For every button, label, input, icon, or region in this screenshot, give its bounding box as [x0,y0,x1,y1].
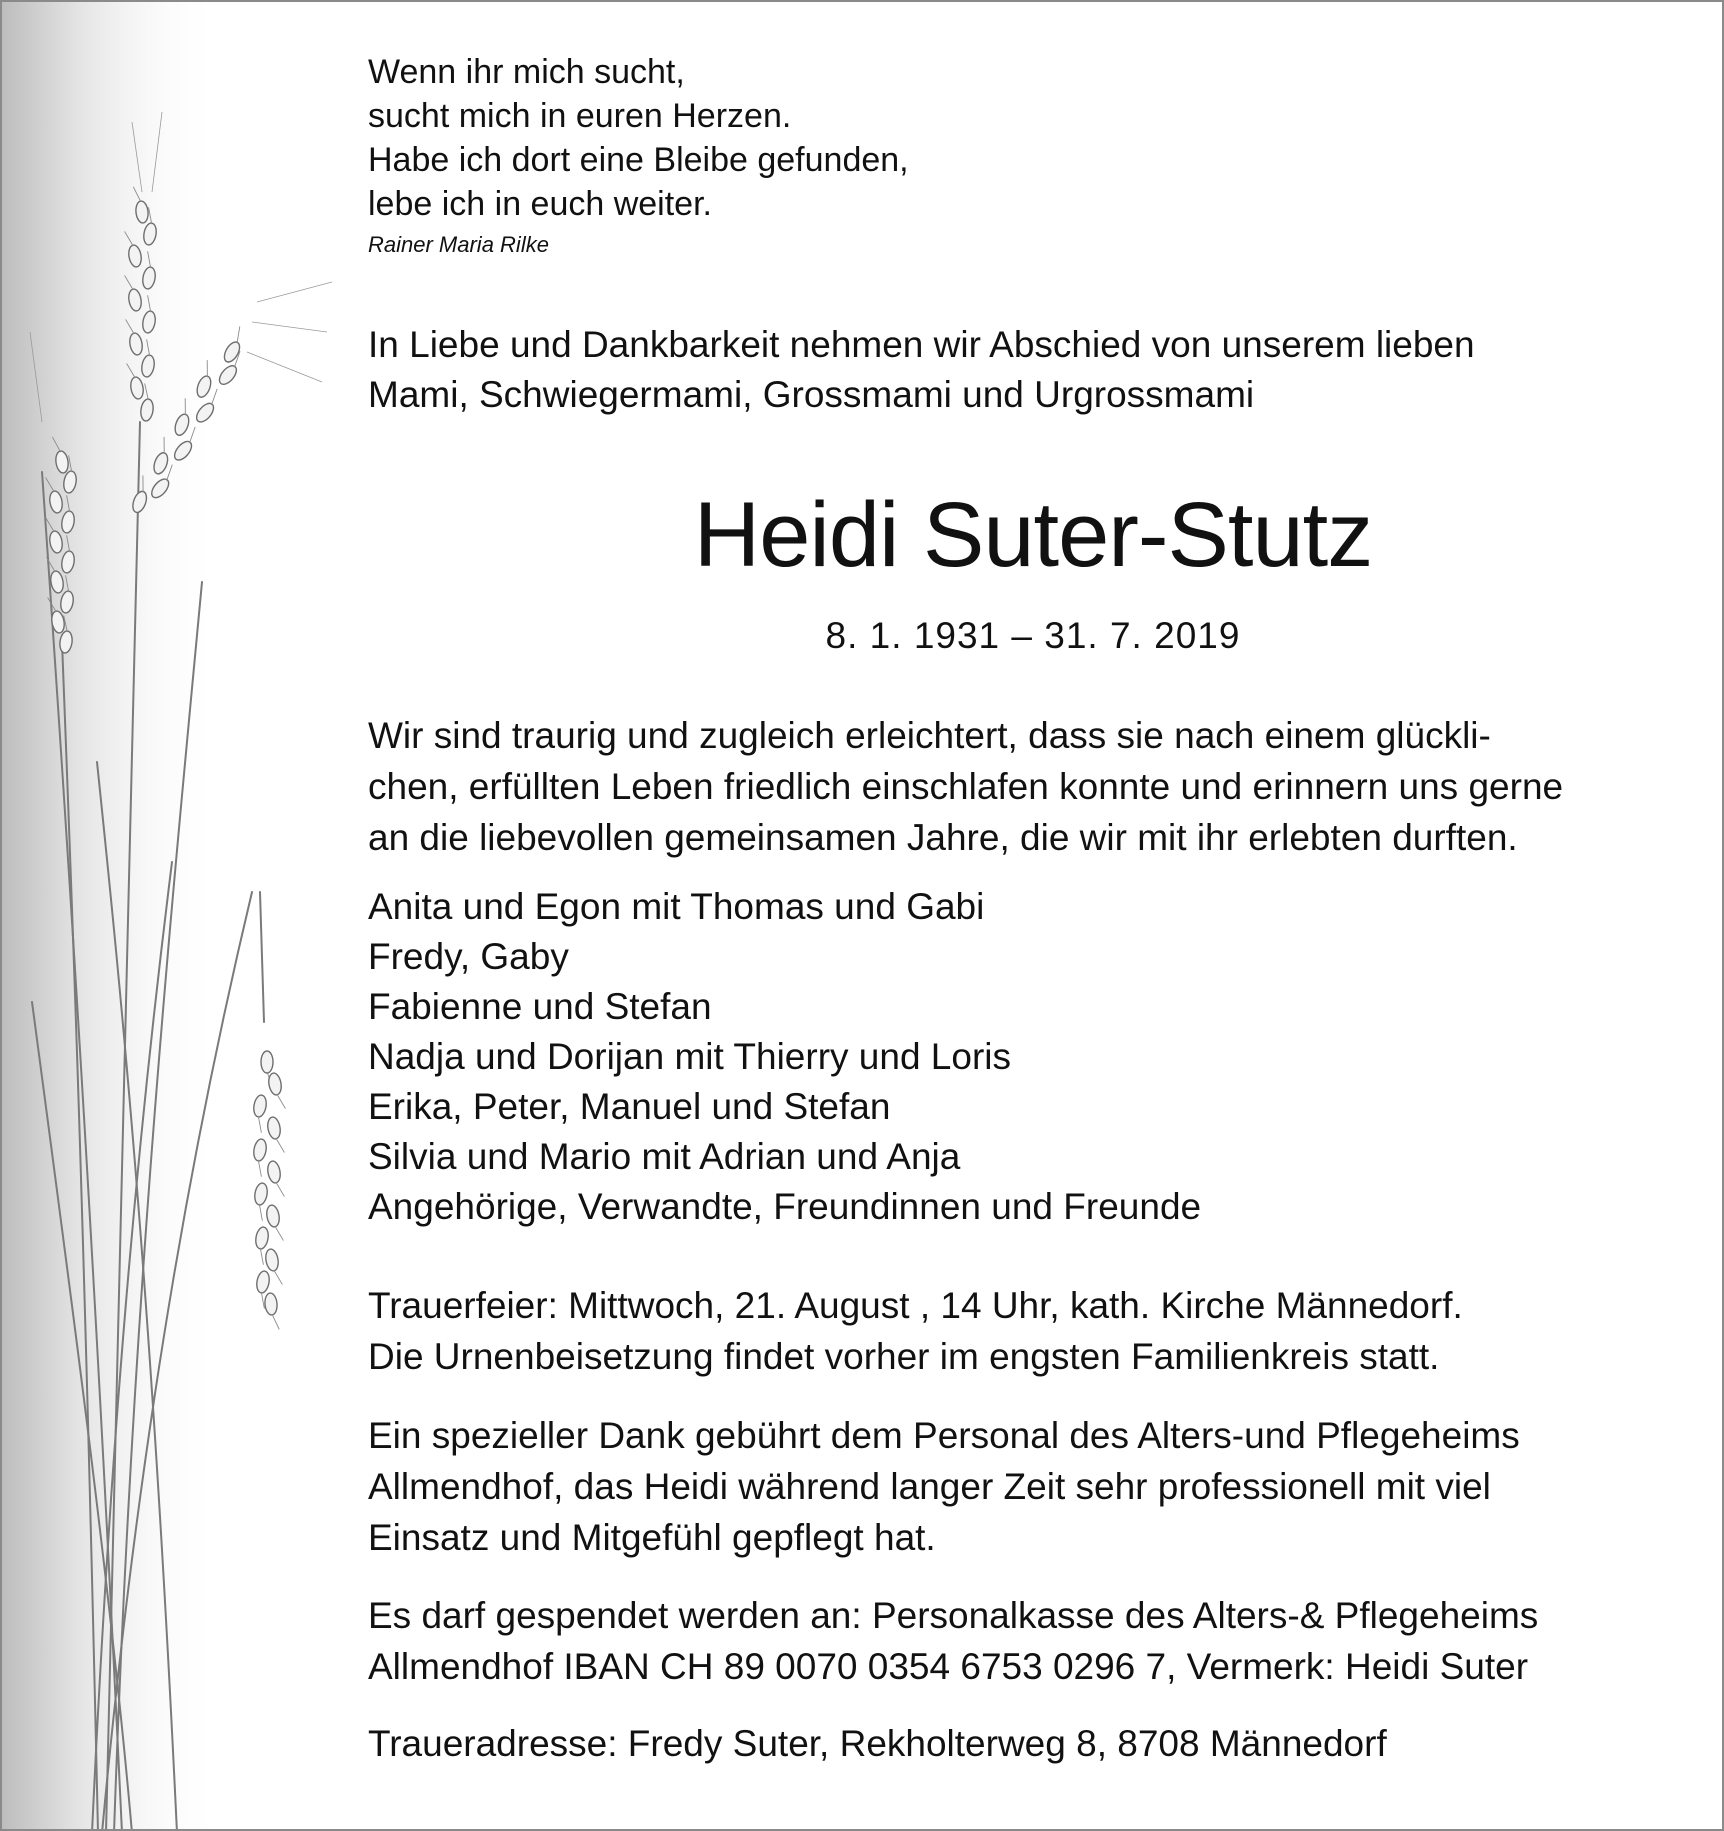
family-member: Angehörige, Verwandte, Freundinnen und Freunde [368,1186,1202,1227]
family-member: Fabienne und Stefan [368,986,712,1027]
family-list [368,882,1201,1232]
wheat-ear-hanging [250,1051,286,1330]
thanks-paragraph [368,1410,1520,1563]
message-paragraph [368,710,1563,863]
verse-line: sucht mich in euren Herzen. [368,97,792,135]
family-member: Silvia und Mario mit Adrian und Anja [368,1136,961,1177]
mourning-address [368,1718,1387,1769]
family-member: Erika, Peter, Manuel und Stefan [368,1086,891,1127]
message-line: an die liebevollen gemeinsamen Jahre, die wir mit ihr erlebten durften. [368,817,1518,858]
verse-author: Rainer Maria Rilke [368,232,549,257]
farewell-intro [368,320,1475,420]
message-line: Wir sind traurig und zugleich erleichtert, dass sie nach einem glückli- [368,715,1491,756]
donation-line: Allmendhof IBAN CH 89 0070 0354 6753 0296 7, Vermerk: Heidi Suter [368,1646,1529,1687]
deceased-name: Heidi Suter-Stutz [693,484,1373,586]
donation-info [368,1590,1538,1692]
verse-line: Wenn ihr mich sucht, [368,53,685,91]
family-member: Nadja und Dorijan mit Thierry und Loris [368,1036,1012,1077]
message-line: chen, erfüllten Leben friedlich einschlafen konnte und erinnern uns gerne [368,766,1564,807]
thanks-line: Ein spezieller Dank gebührt dem Personal des Alters-und Pflegeheims [368,1415,1520,1456]
family-member: Anita und Egon mit Thomas und Gabi [368,886,985,927]
rilke-verse [368,50,909,260]
intro-line: In Liebe und Dankbarkeit nehmen wir Abschied von unserem lieben [368,324,1475,365]
wheat-stalks-illustration [2,2,342,1831]
family-member: Fredy, Gaby [368,936,569,977]
ceremony-info [368,1280,1463,1382]
ceremony-line: Trauerfeier: Mittwoch, 21. August , 14 Uhr, kath. Kirche Männedorf. [368,1285,1463,1326]
thanks-line: Einsatz und Mitgefühl gepflegt hat. [368,1517,936,1558]
donation-line: Es darf gespendet werden an: Personalkasse des Alters-& Pflegeheims [368,1595,1539,1636]
ceremony-line: Die Urnenbeisetzung findet vorher im engsten Familienkreis statt. [368,1336,1440,1377]
intro-line: Mami, Schwiegermami, Grossmami und Urgrossmami [368,374,1255,415]
life-dates: 8. 1. 1931 – 31. 7. 2019 [825,615,1241,656]
thanks-line: Allmendhof, das Heidi während langer Zeit sehr professionell mit viel [368,1466,1491,1507]
verse-line: Habe ich dort eine Bleibe gefunden, [368,141,909,179]
address-line: Traueradresse: Fredy Suter, Rekholterweg 8, 8708 Männedorf [368,1723,1387,1764]
verse-line: lebe ich in euch weiter. [368,185,712,223]
